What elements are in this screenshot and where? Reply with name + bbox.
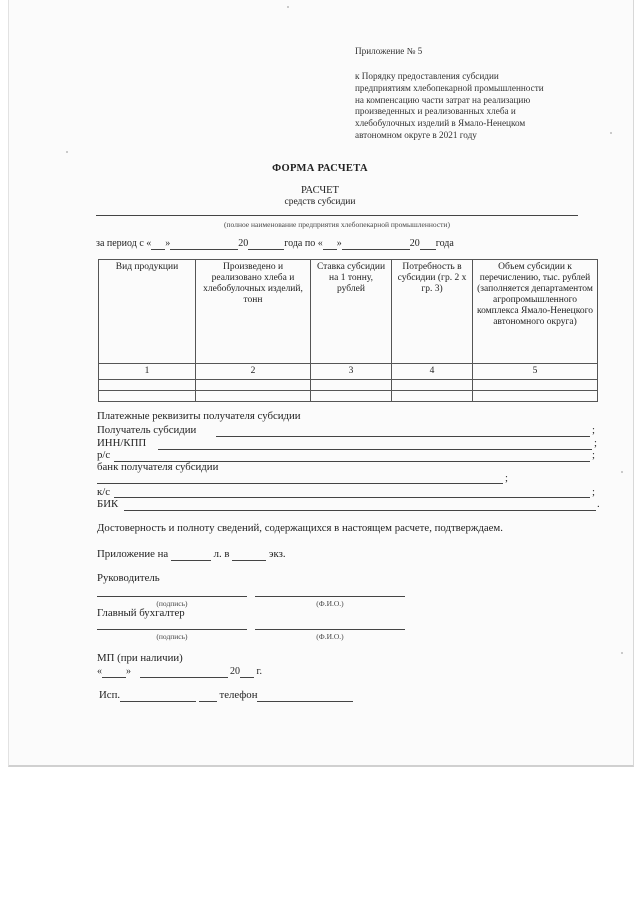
period-close-quote: » bbox=[336, 238, 342, 249]
table-header-row bbox=[99, 260, 598, 364]
appendix-reference bbox=[355, 71, 544, 142]
period-close-quote: » bbox=[165, 238, 171, 249]
scan-speck bbox=[610, 132, 612, 134]
period-line bbox=[96, 238, 454, 250]
inn-label: ИНН/КПП bbox=[97, 437, 147, 449]
semicolon: ; bbox=[592, 486, 595, 498]
period-to-day-field[interactable] bbox=[323, 238, 337, 250]
accountant-name-field[interactable] bbox=[255, 629, 405, 630]
scan-speck bbox=[287, 6, 289, 8]
table-row bbox=[99, 391, 598, 402]
corr-label: к/с bbox=[97, 486, 111, 498]
attachment-pages-field[interactable] bbox=[171, 548, 211, 561]
attachment-suffix: экз. bbox=[268, 548, 286, 560]
date-line bbox=[97, 666, 262, 678]
table-row bbox=[99, 380, 598, 391]
attachment-prefix: Приложение на bbox=[97, 548, 169, 560]
bik-field[interactable] bbox=[124, 510, 596, 511]
enterprise-caption: (полное наименование предприятия хлебопекарной промышленности) bbox=[224, 220, 450, 229]
name-caption: (Ф.И.О.) bbox=[316, 632, 344, 641]
executor-line bbox=[99, 689, 353, 702]
executor-initials-field[interactable] bbox=[199, 689, 217, 702]
table-cell[interactable] bbox=[99, 380, 196, 391]
period-prefix: за период с « bbox=[96, 238, 152, 249]
account-label: р/с bbox=[97, 449, 111, 461]
period-suffix: года bbox=[435, 238, 454, 249]
period-from-day-field[interactable] bbox=[151, 238, 165, 250]
col-header-rate: Ставка субсидии на 1 тонну, рублей bbox=[311, 260, 392, 364]
accountant-label: Главный бухгалтер bbox=[97, 607, 185, 619]
col-number: 2 bbox=[196, 364, 311, 380]
head-label: Руководитель bbox=[97, 572, 160, 584]
calc-subtitle: средств субсидии bbox=[284, 197, 356, 207]
table-cell[interactable] bbox=[392, 391, 473, 402]
period-year-prefix: 20 bbox=[409, 238, 420, 249]
bank-label: банк получателя субсидии bbox=[97, 461, 219, 473]
recipient-field[interactable] bbox=[216, 436, 590, 437]
phone-field[interactable] bbox=[257, 689, 353, 702]
scan-speck bbox=[621, 471, 623, 473]
semicolon: ; bbox=[594, 437, 597, 449]
date-month-field[interactable] bbox=[140, 666, 228, 678]
name-caption: (Ф.И.О.) bbox=[316, 599, 344, 608]
scan-speck bbox=[66, 151, 68, 153]
col-header-product: Вид продукции bbox=[99, 260, 196, 364]
enterprise-name-field[interactable] bbox=[96, 215, 578, 216]
period-to-month-field[interactable] bbox=[342, 238, 410, 250]
table-cell[interactable] bbox=[99, 391, 196, 402]
head-signature-field[interactable] bbox=[97, 596, 247, 597]
table-cell[interactable] bbox=[473, 380, 598, 391]
phone-label: телефон bbox=[219, 689, 258, 701]
col-number: 5 bbox=[473, 364, 598, 380]
table-cell[interactable] bbox=[392, 380, 473, 391]
date-year-prefix: 20 bbox=[230, 666, 240, 677]
date-year-field[interactable] bbox=[240, 666, 254, 678]
col-header-produced: Произведено и реализовано хлеба и хлебобулочных изделий, тонн bbox=[196, 260, 311, 364]
col-number: 1 bbox=[99, 364, 196, 380]
calculation-table bbox=[98, 259, 598, 402]
appendix-number: Приложение № 5 bbox=[355, 46, 423, 56]
date-open-quote: « bbox=[97, 666, 102, 677]
attachment-middle: л. в bbox=[213, 548, 230, 560]
date-day-field[interactable] bbox=[102, 666, 126, 678]
period-to-year-field[interactable] bbox=[420, 238, 436, 250]
form-title: ФОРМА РАСЧЕТА bbox=[272, 163, 368, 174]
col-header-subsidy: Объем субсидии к перечислению, тыс. рублей (заполняется департаментом агропромышленного комплекса Ямало-Ненецкого автономного округа) bbox=[473, 260, 598, 364]
table-cell[interactable] bbox=[311, 380, 392, 391]
calc-title: РАСЧЕТ bbox=[301, 185, 339, 196]
semicolon: ; bbox=[592, 449, 595, 461]
recipient-label: Получатель субсидии bbox=[97, 424, 197, 436]
col-number: 4 bbox=[392, 364, 473, 380]
reference-line: хлебобулочных изделий в Ямало-Ненецком bbox=[355, 118, 526, 129]
reference-line: к Порядку предоставления субсидии bbox=[355, 71, 499, 81]
confirmation-text: Достоверность и полноту сведений, содержащихся в настоящем расчете, подтверждаем. bbox=[97, 522, 503, 534]
period-from-year-field[interactable] bbox=[248, 238, 284, 250]
semicolon: ; bbox=[592, 424, 595, 436]
period-mid: года по « bbox=[284, 238, 323, 249]
reference-line: произведенных и реализованных хлеба и bbox=[355, 106, 516, 117]
table-cell[interactable] bbox=[473, 391, 598, 402]
col-header-need: Потребность в субсидии (гр. 2 х гр. 3) bbox=[392, 260, 473, 364]
table-number-row bbox=[99, 364, 598, 380]
attachment-copies-field[interactable] bbox=[232, 548, 266, 561]
bik-label: БИК bbox=[97, 498, 119, 510]
table-cell[interactable] bbox=[196, 391, 311, 402]
col-number: 3 bbox=[311, 364, 392, 380]
reference-line: на компенсацию части затрат на реализацию bbox=[355, 94, 531, 105]
table-cell[interactable] bbox=[311, 391, 392, 402]
period-from-month-field[interactable] bbox=[170, 238, 238, 250]
head-name-field[interactable] bbox=[255, 596, 405, 597]
bank-field[interactable] bbox=[97, 483, 503, 484]
reference-line: предприятиям хлебопекарной промышленности bbox=[355, 82, 544, 93]
period-year-prefix: 20 bbox=[238, 238, 249, 249]
signature-caption: (подпись) bbox=[156, 599, 188, 608]
inn-field[interactable] bbox=[158, 449, 592, 450]
executor-label: Исп. bbox=[99, 689, 121, 701]
table-cell[interactable] bbox=[196, 380, 311, 391]
corr-field[interactable] bbox=[114, 497, 590, 498]
accountant-signature-field[interactable] bbox=[97, 629, 247, 630]
reference-line: автономном округе в 2021 году bbox=[355, 129, 477, 140]
signature-caption: (подпись) bbox=[156, 632, 188, 641]
scan-speck bbox=[621, 652, 623, 654]
semicolon: ; bbox=[505, 472, 508, 484]
period-end: . bbox=[597, 498, 600, 510]
stamp-label: МП (при наличии) bbox=[97, 652, 183, 664]
date-year-suffix: г. bbox=[256, 666, 262, 677]
attachment-line bbox=[97, 548, 286, 561]
date-close-quote: » bbox=[126, 666, 131, 677]
executor-name-field[interactable] bbox=[120, 689, 196, 702]
requisites-title: Платежные реквизиты получателя субсидии bbox=[97, 410, 301, 422]
